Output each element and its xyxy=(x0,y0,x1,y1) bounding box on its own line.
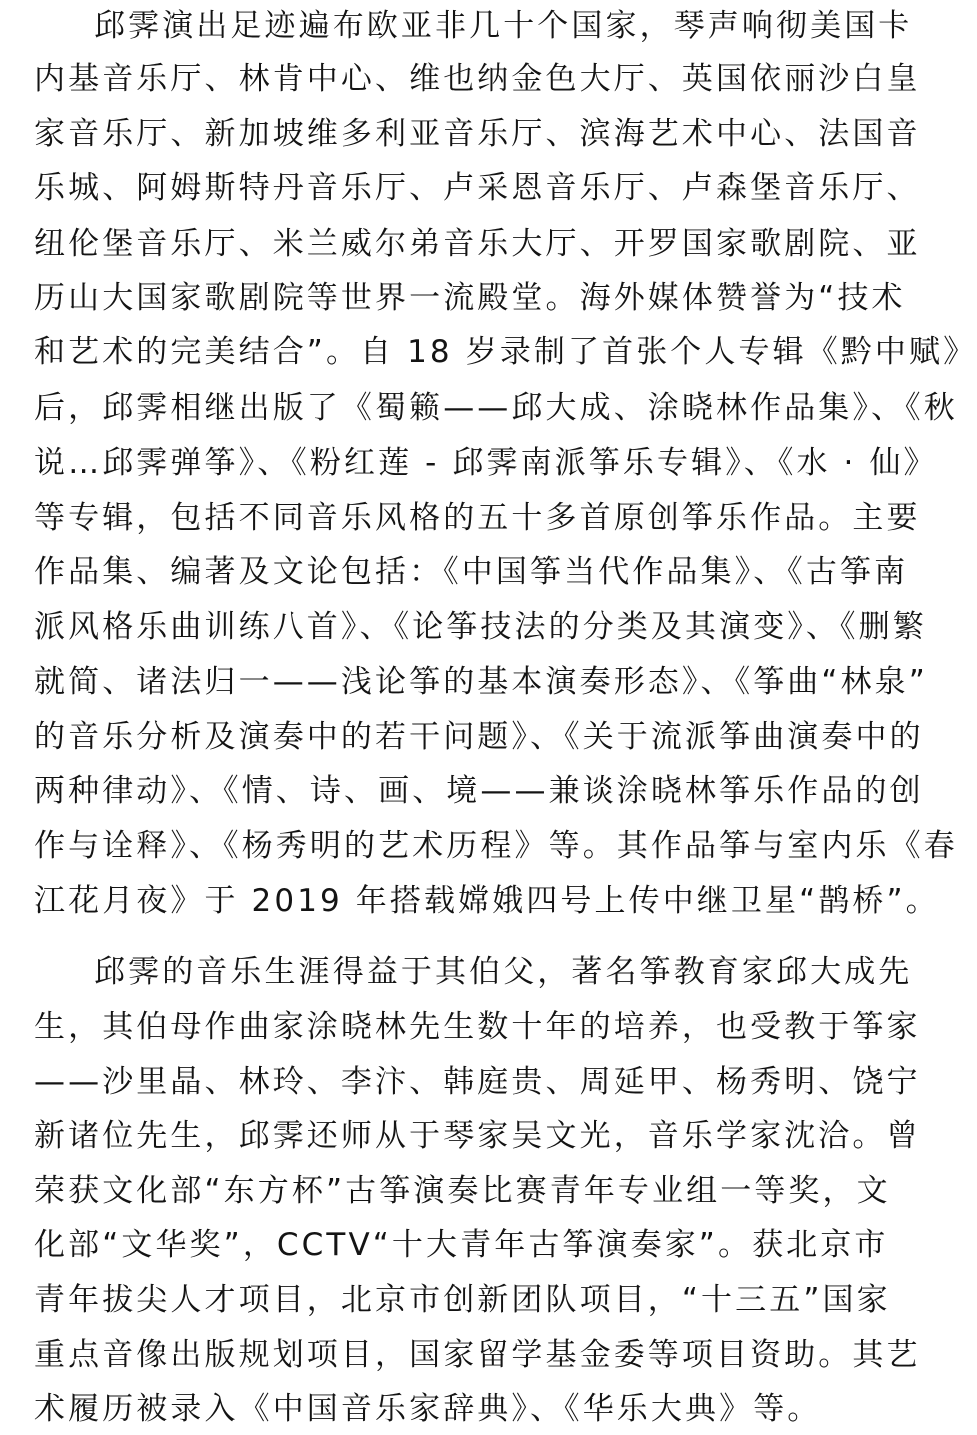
text-line: 荣获文化部“东方杯”古筝演奏比赛青年专业组一等奖，文 xyxy=(34,1173,891,1209)
text-line: ——沙里晶、林玲、李汴、韩庭贵、周延甲、杨秀明、饶宁 xyxy=(34,1064,921,1100)
text-line: 新诸位先生，邱霁还师从于琴家吴文光，音乐学家沈洽。曾 xyxy=(34,1118,921,1154)
text-line: 作与诠释》、《杨秀明的艺术历程》等。其作品筝与室内乐《春 xyxy=(34,828,958,864)
text-line: 乐城、阿姆斯特丹音乐厅、卢采恩音乐厅、卢森堡音乐厅、 xyxy=(34,170,921,206)
text-line: 后，邱霁相继出版了《蜀籁——邱大成、涂晓林作品集》、《秋 xyxy=(34,390,958,426)
text-line: 江花月夜》于 2019 年搭载嫦娥四号上传中继卫星“鹊桥”。 xyxy=(34,883,940,919)
text-line: 内基音乐厅、林肯中心、维也纳金色大厅、英国依丽沙白皇 xyxy=(34,61,921,97)
text-line: 和艺术的完美结合”。自 18 岁录制了首张个人专辑《黔中赋》 xyxy=(34,334,977,370)
text-line: 的音乐分析及演奏中的若干问题》、《关于流派筝曲演奏中的 xyxy=(34,719,924,755)
text-line: 纽伦堡音乐厅、米兰威尔弟音乐大厅、开罗国家歌剧院、亚 xyxy=(34,226,921,262)
text-line: 术履历被录入《中国音乐家辞典》、《华乐大典》等。 xyxy=(34,1391,822,1427)
text-line: 重点音像出版规划项目，国家留学基金委等项目资助。其艺 xyxy=(34,1337,921,1373)
text-line: 历山大国家歌剧院等世界一流殿堂。海外媒体赞誉为“技术 xyxy=(34,280,906,316)
text-line: 派风格乐曲训练八首》、《论筝技法的分类及其演变》、《删繁 xyxy=(34,609,927,645)
text-line: 说…邱霁弹筝》、《粉红莲 - 邱霁南派筝乐专辑》、《水 · 仙》 xyxy=(34,445,938,481)
text-line: 生，其伯母作曲家涂晓林先生数十年的培养，也受教于筝家 xyxy=(34,1009,921,1045)
text-line: 邱霁的音乐生涯得益于其伯父，著名筝教育家邱大成先 xyxy=(94,954,913,990)
text-line: 家音乐厅、新加坡维多利亚音乐厅、滨海艺术中心、法国音 xyxy=(34,116,921,152)
text-line: 青年拔尖人才项目，北京市创新团队项目，“十三五”国家 xyxy=(34,1282,891,1318)
text-line: 邱霁演出足迹遍布欧亚非几十个国家，琴声响彻美国卡 xyxy=(94,8,913,44)
text-line: 等专辑，包括不同音乐风格的五十多首原创筝乐作品。主要 xyxy=(34,500,921,536)
text-line: 作品集、编著及文论包括：《中国筝当代作品集》、《古筝南 xyxy=(34,554,909,590)
text-line: 化部“文华奖”，CCTV“十大青年古筝演奏家”。获北京市 xyxy=(34,1227,889,1263)
text-line: 两种律动》、《情、诗、画、境——兼谈涂晓林筝乐作品的创 xyxy=(34,773,924,809)
text-line: 就简、诸法归一——浅论筝的基本演奏形态》、《筝曲“林泉” xyxy=(34,664,928,700)
